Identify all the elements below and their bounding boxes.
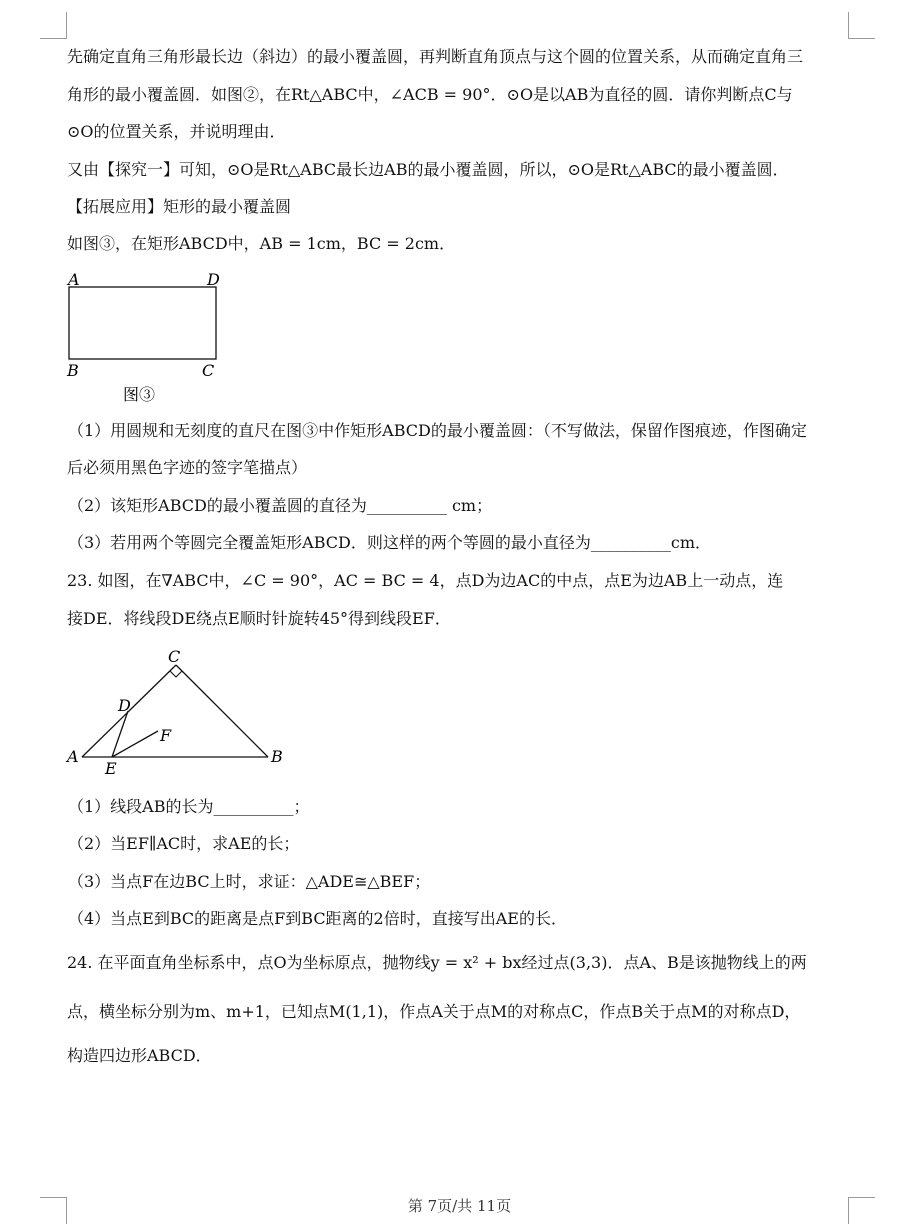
right-angle-mark — [170, 671, 182, 677]
text-line-3: ⊙O的位置关系，并说明理由． — [67, 122, 286, 141]
section-heading: 【拓展应用】矩形的最小覆盖圆 — [67, 197, 292, 216]
label-f: F — [160, 726, 172, 745]
subquestion-2: （2）当EF∥AC时，求AE的长； — [68, 834, 300, 853]
segment-ef — [112, 731, 158, 757]
label-d: D — [207, 270, 220, 289]
problem-23-line-1: 23. 如图，在∇ABC中，∠C = 90°，AC = BC = 4，点D为边AC的中点，点E为边AB上一动点，连 — [67, 571, 784, 590]
figure-3-caption: 图③ — [123, 385, 156, 404]
label-b: B — [271, 747, 283, 766]
label-c: C — [202, 361, 215, 380]
subquestion-4: （4）当点E到BC的距离是点F到BC距离的2倍时，直接写出AE的长． — [68, 909, 567, 928]
question-3: （3）若用两个等圆完全覆盖矩形ABCD．则这样的两个等圆的最小直径为__________cm． — [68, 533, 711, 552]
subquestion-1: （1）线段AB的长为__________； — [68, 797, 310, 816]
page-footer: 第 7页/共 11页 — [407, 1197, 512, 1215]
crop-mark-top-left — [40, 12, 67, 39]
problem-24-line-2: 点，横坐标分别为m、m+1，已知点M(1,1)，作点A关于点M的对称点C，作点B关于点M的对称点D， — [67, 1002, 801, 1021]
label-c: C — [168, 647, 181, 666]
rectangle-abcd — [69, 287, 216, 359]
problem-23-line-2: 接DE．将线段DE绕点E顺时针旋转45°得到线段EF． — [67, 609, 451, 628]
figure-3-rectangle — [60, 266, 240, 412]
label-d: D — [118, 696, 131, 715]
label-a: A — [68, 270, 80, 289]
question-2: （2）该矩形ABCD的最小覆盖圆的直径为__________ cm； — [68, 496, 493, 515]
segment-de — [112, 711, 128, 757]
crop-mark-top-right — [848, 12, 875, 39]
problem-24-line-3: 构造四边形ABCD． — [67, 1046, 212, 1065]
text-line-6: 如图③，在矩形ABCD中，AB = 1cm，BC = 2cm． — [67, 234, 456, 253]
question-1-line-1: （1）用圆规和无刻度的直尺在图③中作矩形ABCD的最小覆盖圆：（不写做法，保留作图痕迹，作图确定 — [68, 421, 807, 440]
segment-cb — [176, 665, 268, 757]
text-line-2: 角形的最小覆盖圆．如图②，在Rt△ABC中，∠ACB = 90°．⊙O是以AB为直径的圆．请你判断点C与 — [67, 85, 793, 104]
question-1-line-2: 后必须用黑色字迹的签字笔描点） — [67, 458, 308, 477]
problem-24-line-1: 24. 在平面直角坐标系中，点O为坐标原点，抛物线y = x² + bx经过点(3,3)．点A、B是该抛物线上的两 — [67, 953, 807, 972]
label-b: B — [67, 361, 79, 380]
figure-23-triangle — [60, 642, 300, 782]
subquestion-3: （3）当点F在边BC上时，求证：△ADE≅△BEF； — [68, 872, 431, 891]
text-line-1: 先确定直角三角形最长边（斜边）的最小覆盖圆，再判断直角顶点与这个圆的位置关系，从而确定直角三 — [67, 47, 804, 66]
label-e: E — [105, 759, 117, 778]
text-line-4: 又由【探究一】可知，⊙O是Rt△ABC最长边AB的最小覆盖圆，所以，⊙O是Rt△ABC的最小覆盖圆． — [67, 160, 789, 179]
label-a: A — [67, 747, 79, 766]
